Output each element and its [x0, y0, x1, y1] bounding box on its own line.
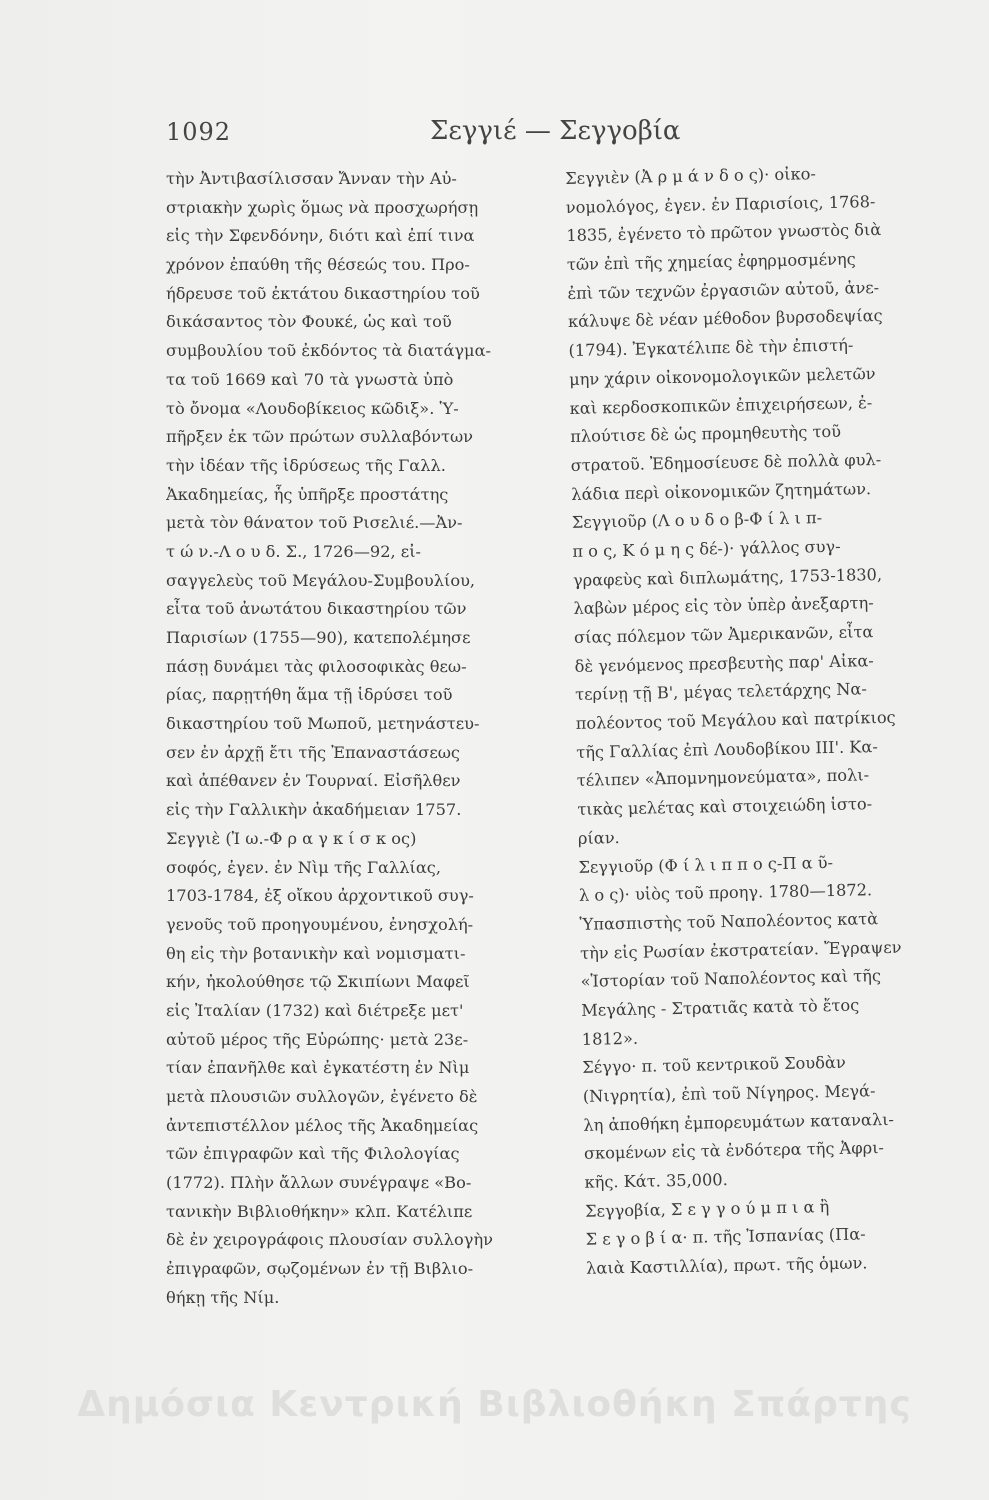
text-line: στρατοῦ. Ἐδημοσίευσε δὲ πολλὰ φυλ-	[570, 449, 882, 475]
text-line: ἀντεπιστέλλον μέλος τῆς Ἀκαδημείας	[166, 1115, 479, 1135]
text-line: μετὰ πλουσιῶν συλλογῶν, ἐγένετο δὲ	[166, 1087, 478, 1106]
text-line: ρίας, παρῃτήθη ἅμα τῇ ἱδρύσει τοῦ	[166, 685, 453, 705]
text-line: σαγγελεὺς τοῦ Μεγάλου-Συμβουλίου,	[166, 570, 476, 590]
text-line: «Ἱστορίαν τοῦ Ναπολέοντος καὶ τῆς	[580, 966, 882, 992]
text-line: τῆς Γαλλίας ἐπὶ Λουδοβίκου ΙΙΙ'. Κα-	[576, 736, 879, 762]
text-line: λαιὰ Καστιλλία), πρωτ. τῆς ὁμων.	[586, 1253, 868, 1278]
right-text-column	[565, 158, 948, 1284]
text-line: Σέγγο· π. τοῦ κεντρικοῦ Σουδὰν	[582, 1053, 846, 1078]
text-line: Σεγγιοῦρ (Λ ο υ δ ο β-Φ ί λ ι π-	[571, 508, 823, 533]
text-line: μην χάριν οἰκονομολογικῶν μελετῶν	[568, 363, 876, 389]
text-line: κῆς. Κάτ. 35,000.	[584, 1170, 728, 1192]
text-line: τὸ ὄνομα «Λουδοβίκειος κῶδιξ». Ὑ-	[166, 398, 459, 418]
text-line: στριακὴν χωρὶς ὅμως νὰ προσχωρήσῃ	[166, 197, 479, 217]
text-line: εἰς τὴν Γαλλικὴν ἀκαδήμειαν 1757.	[166, 800, 462, 820]
text-line: ήδρευσε τοῦ ἐκτάτου δικαστηρίου τοῦ	[166, 283, 480, 303]
text-line: τανικὴν Βιβλιοθήκην» κλπ. Κατέλιπε	[166, 1201, 473, 1221]
text-line: ἐπιγραφῶν, σῳζομένων ἐν τῇ Βιβλιο-	[166, 1259, 474, 1279]
text-line: Σ ε γ ο β ί α· π. τῆς Ἰσπανίας (Πα-	[585, 1224, 866, 1250]
text-line: πολέοντος τοῦ Μεγάλου καὶ πατρίκιος	[575, 707, 896, 733]
running-title: Σεγγιέ — Σεγγοβία	[430, 116, 681, 146]
text-line: 1835, ἐγένετο τὸ πρῶτον γνωστὸς διὰ	[566, 220, 882, 246]
text-line: κήν, ἠκολούθησε τῷ Σκιπίωνι Μαφεῖ	[166, 972, 470, 992]
text-line: θη εἰς τὴν βοτανικὴν καὶ νομισματι-	[166, 943, 466, 963]
text-line: εἶτα τοῦ ἀνωτάτου δικαστηρίου τῶν	[166, 599, 467, 619]
text-line: τῶν ἐπιγραφῶν καὶ τῆς Φιλολογίας	[166, 1144, 460, 1164]
text-line: εἰς τὴν Σφενδόνην, διότι καὶ ἐπί τινα	[166, 226, 475, 246]
text-line: ἐπὶ τῶν τεχνῶν ἐργασιῶν αὐτοῦ, ἀνε-	[567, 277, 880, 303]
text-line: τῶν ἐπὶ τῆς χημείας ἐφηρμοσμένης	[566, 249, 856, 275]
text-line: καὶ ἀπέθανεν ἐν Τουρναί. Εἰσῆλθεν	[166, 771, 461, 791]
text-line: πλούτισε δὲ ὡς προμηθευτὴς τοῦ	[570, 421, 842, 447]
text-line: δὲ ἐν χειρογράφοις πλουσίαν συλλογὴν	[166, 1230, 493, 1250]
text-line: τὴν Ἀντιβασίλισσαν Ἄνναν τὴν Αὐ-	[166, 169, 457, 188]
text-line: συμβουλίου τοῦ ἐκδόντος τὰ διατάγμα-	[166, 341, 491, 361]
text-line: νομολόγος, ἐγεν. ἐν Παρισίοις, 1768-	[565, 191, 876, 217]
text-line: τ ώ ν.-Λ ο υ δ. Σ., 1726—92, εἰ-	[166, 541, 422, 561]
text-line: τὴν ἰδέαν τῆς ἱδρύσεως τῆς Γαλλ.	[166, 455, 446, 475]
text-line: γραφεὺς καὶ διπλωμάτης, 1753-1830,	[572, 564, 883, 590]
text-line: λ ο ς)· υἱὸς τοῦ προηγ. 1780—1872.	[578, 880, 873, 906]
text-line: Σεγγιὲν (Ἀ ρ μ ά ν δ ο ς)· οἰκο-	[565, 164, 817, 188]
text-line: γενοῦς τοῦ προηγουμένου, ἐνησχολή-	[166, 914, 474, 934]
text-line: 1812».	[581, 1028, 639, 1049]
text-line: σοφός, ἐγεν. ἐν Νὶμ τῆς Γαλλίας,	[166, 857, 441, 877]
text-line: λάδια περὶ οἰκονομικῶν ζητημάτων.	[571, 478, 872, 504]
text-line: τα τοῦ 1669 καὶ 70 τὰ γνωστὰ ὑπὸ	[166, 369, 454, 389]
text-line: Μεγάλης - Στρατιᾶς κατὰ τὸ ἔτος	[581, 995, 860, 1020]
text-line: Σεγγιοῦρ (Φ ί λ ι π π ο ς-Π α ῦ-	[578, 852, 834, 877]
text-line: π ο ς, Κ ό μ η ς δέ-)· γάλλος συγ-	[572, 536, 841, 561]
text-line: Σεγγοβία, Σ ε γ γ ο ύ μ π ι α ἢ	[584, 1196, 830, 1221]
text-line: κάλυψε δὲ νέαν μέθοδον βυρσοδεψίας	[567, 306, 883, 332]
text-line: τερίνῃ τῇ Β', μέγας τελετάρχης Να-	[574, 679, 868, 705]
left-text-column	[166, 165, 528, 1313]
text-line: πάσῃ δυνάμει τὰς φιλοσοφικὰς θεω-	[166, 656, 467, 676]
text-line: σκομένων εἰς τὰ ἐνδότερα τῆς Ἀφρι-	[583, 1138, 885, 1164]
page-number: 1092	[166, 118, 232, 146]
text-line: Ἀκαδημείας, ἧς ὑπῆρξε προστάτης	[166, 484, 449, 504]
text-line: τικὰς μελέτας καὶ στοιχειώδη ἱστο-	[577, 794, 873, 820]
text-line: τίαν ἐπανῆλθε καὶ ἐγκατέστη ἐν Νὶμ	[166, 1058, 470, 1078]
page-header	[0, 118, 989, 154]
text-line: τέλιπεν «Ἀπομνημονεύματα», πολι-	[576, 765, 870, 791]
text-line: Ὑπασπιστὴς τοῦ Ναπολέοντος κατὰ	[579, 909, 879, 934]
text-line: λαβὼν μέρος εἰς τὸν ὑπὲρ ἀνεξαρτη-	[573, 593, 874, 619]
text-line: (1794). Ἐγκατέλιπε δὲ τὴν ἐπιστή-	[568, 335, 854, 361]
text-line: δικάσαντος τὸν Φουκέ, ὡς καὶ τοῦ	[166, 312, 452, 332]
text-line: (Νιγρητία), ἐπὶ τοῦ Νίγηρος. Μεγά-	[582, 1081, 876, 1106]
text-line: δὲ γενόμενος πρεσβευτὴς παρ' Αἰκα-	[574, 650, 874, 676]
text-line: λη ἀποθήκη ἐμπορευμάτων καταναλι-	[583, 1109, 895, 1135]
text-line: θήκῃ τῆς Νίμ.	[166, 1287, 280, 1307]
text-line: πῆρξεν ἐκ τῶν πρώτων συλλαβόντων	[166, 427, 474, 447]
text-line: Σεγγιὲ (Ἰ ω.-Φ ρ α γ κ ί σ κ ος)	[166, 828, 417, 848]
text-line: 1703-1784, ἐξ οἴκου ἀρχοντικοῦ συγ-	[166, 886, 474, 906]
text-line: αὐτοῦ μέρος τῆς Εὐρώπης· μετὰ 23ε-	[166, 1029, 469, 1049]
text-line: (1772). Πλὴν ἄλλων συνέγραψε «Βο-	[166, 1173, 472, 1193]
text-line: μετὰ τὸν θάνατον τοῦ Ρισελιέ.—Ἀν-	[166, 513, 463, 533]
text-line: Παρισίων (1755—90), κατεπολέμησε	[166, 628, 471, 647]
text-line: ρίαν.	[577, 827, 620, 848]
text-line: καὶ κερδοσκοπικῶν ἐπιχειρήσεων, ἐ-	[569, 392, 873, 418]
text-line: τὴν εἰς Ρωσίαν ἐκστρατείαν. Ἔγραψεν	[579, 937, 902, 963]
library-watermark: Δημόσια Κεντρική Βιβλιοθήκη Σπάρτης	[77, 1384, 912, 1425]
text-line: χρόνον ἐπαύθη τῆς θέσεώς του. Προ-	[166, 255, 470, 275]
text-line: σεν ἐν ἀρχῇ ἔτι τῆς Ἐπαναστάσεως	[166, 742, 460, 762]
text-line: εἰς Ἰταλίαν (1732) καὶ διέτρεξε μετ'	[166, 1000, 464, 1020]
text-line: δικαστηρίου τοῦ Μωποῦ, μετηνάστευ-	[166, 714, 480, 734]
text-line: σίας πόλεμον τῶν Ἀμερικανῶν, εἶτα	[573, 622, 874, 647]
